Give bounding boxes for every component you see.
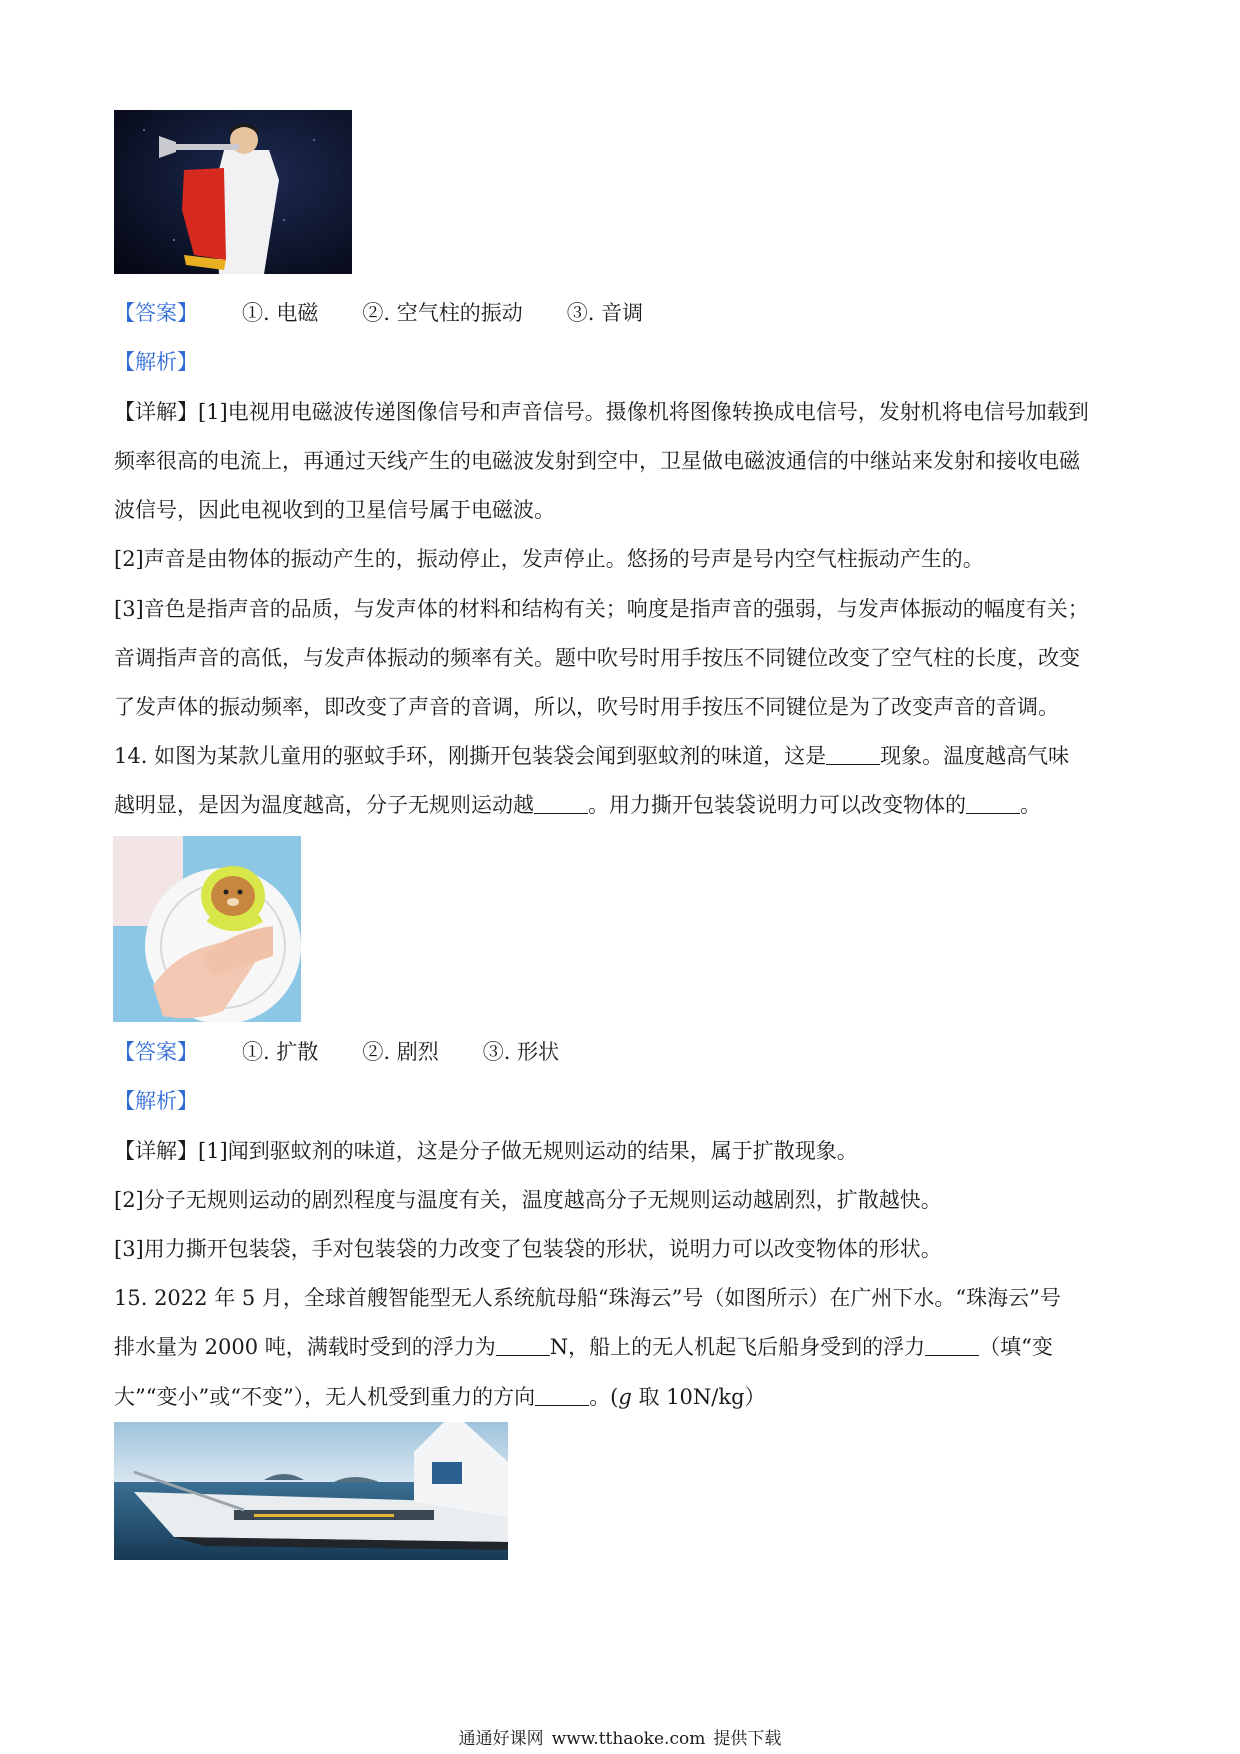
answer-option-3: ③. 形状 bbox=[482, 1040, 560, 1064]
question-text: N，船上的无人机起飞后船身受到的浮力 bbox=[549, 1335, 926, 1359]
analysis-line: 频率很高的电流上，再通过天线产生的电磁波发射到空中，卫星做电磁波通信的中继站来发射和接收电磁 bbox=[114, 449, 1080, 473]
analysis-line: [3]音色是指声音的品质，与发声体的材料和结构有关；响度是指声音的强弱，与发声体振动的幅度有关； bbox=[114, 597, 1089, 621]
q14-answer-line bbox=[114, 1037, 1134, 1067]
trumpet-player-photo bbox=[114, 110, 352, 274]
analysis-line: [2]分子无规则运动的剧烈程度与温度有关，温度越高分子无规则运动越剧烈，扩散越快。 bbox=[114, 1188, 942, 1212]
analysis-line: 了发声体的振动频率，即改变了声音的音调，所以，吹号时用手按压不同键位是为了改变声音的音调。 bbox=[114, 695, 1059, 719]
answer-blank bbox=[535, 1385, 589, 1406]
answer-tag: 【答案】 bbox=[114, 1040, 198, 1064]
page-footer bbox=[0, 1728, 1240, 1750]
question-text: 现象。温度越高气味 bbox=[880, 744, 1070, 768]
answer-option-2: ②. 剧烈 bbox=[362, 1040, 439, 1064]
gravity-symbol: g bbox=[618, 1385, 632, 1409]
answer-blank bbox=[966, 793, 1020, 814]
answer-option-1: ①. 电磁 bbox=[242, 301, 319, 325]
analysis-tag: 【解析】 bbox=[114, 1089, 198, 1113]
question-text: （填“变 bbox=[979, 1335, 1053, 1359]
question-text: 越明显，是因为温度越高，分子无规则运动越 bbox=[114, 793, 534, 817]
answer-option-2: ②. 空气柱的振动 bbox=[362, 301, 523, 325]
analysis-line: [2]声音是由物体的振动产生的，振动停止，发声停止。悠扬的号声是号内空气柱振动产生的。 bbox=[114, 547, 984, 571]
question-text: 排水量为 2000 吨，满载时受到的浮力为 bbox=[114, 1335, 496, 1359]
mosquito-bracelet-photo bbox=[113, 836, 301, 1022]
analysis-line: 【详解】[1]闻到驱蚊剂的味道，这是分子做无规则运动的结果，属于扩散现象。 bbox=[114, 1139, 858, 1163]
analysis-line: 波信号，因此电视收到的卫星信号属于电磁波。 bbox=[114, 498, 555, 522]
analysis-line: 【详解】[1]电视用电磁波传递图像信号和声音信号。摄像机将图像转换成电信号，发射机将电信号加载到 bbox=[114, 400, 1089, 424]
question-15-line-1: 15. 2022 年 5 月，全球首艘智能型无人系统航母船“珠海云”号（如图所示）在广州下水。“珠海云”号 bbox=[114, 1286, 1061, 1310]
question-text: 大”“变小”或“不变”），无人机受到重力的方向 bbox=[114, 1385, 536, 1409]
answer-option-3: ③. 音调 bbox=[566, 301, 644, 325]
question-14-line-1 bbox=[114, 741, 1134, 771]
answer-blank bbox=[534, 793, 588, 814]
footer-tail: 提供下载 bbox=[713, 1729, 782, 1749]
question-14-line-2 bbox=[114, 790, 1134, 820]
question-text: 。( bbox=[589, 1385, 619, 1409]
analysis-tag: 【解析】 bbox=[114, 350, 198, 374]
question-text: 。 bbox=[1020, 793, 1041, 817]
question-15-line-3 bbox=[114, 1382, 1134, 1412]
analysis-line: [3]用力撕开包装袋，手对包装袋的力改变了包装袋的形状，说明力可以改变物体的形状。 bbox=[114, 1237, 942, 1261]
zhuhai-cloud-ship-photo bbox=[114, 1422, 508, 1560]
footer-url: www.tthaoke.com bbox=[551, 1729, 706, 1749]
answer-blank bbox=[826, 744, 880, 765]
answer-option-1: ①. 扩散 bbox=[242, 1040, 319, 1064]
question-text: 14. 如图为某款儿童用的驱蚊手环，刚撕开包装袋会闻到驱蚊剂的味道，这是 bbox=[114, 744, 827, 768]
footer-site-name: 通通好课网 bbox=[458, 1729, 544, 1749]
analysis-line: 音调指声音的高低，与发声体振动的频率有关。题中吹号时用手按压不同键位改变了空气柱的长度，改变 bbox=[114, 646, 1080, 670]
question-text: 取 10N/kg） bbox=[631, 1385, 766, 1409]
question-text: 。用力撕开包装袋说明力可以改变物体的 bbox=[588, 793, 966, 817]
q13-answer-line bbox=[114, 298, 1134, 328]
answer-tag: 【答案】 bbox=[114, 301, 198, 325]
answer-blank bbox=[925, 1335, 979, 1356]
answer-blank bbox=[496, 1335, 550, 1356]
question-15-line-2 bbox=[114, 1332, 1134, 1362]
